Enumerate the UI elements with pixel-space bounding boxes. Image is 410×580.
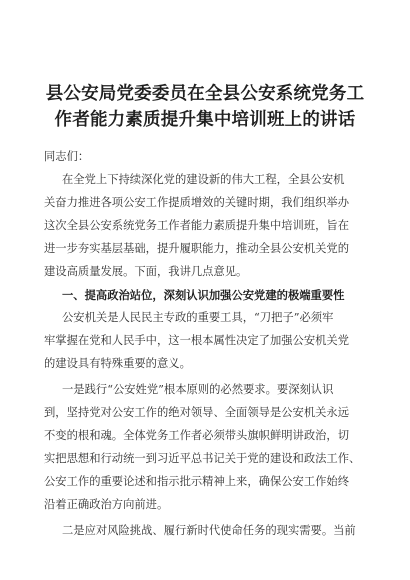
salutation: 同志们： <box>44 150 90 163</box>
paragraph-text: 在全党上下持续深化党的建设新的伟大工程，全县公安机 <box>62 173 345 186</box>
paragraph-text: 关奋力推进各项公安工作提质增效的关键时期，我们组织举办 <box>44 196 350 209</box>
paragraph-text: 沿着正确政治方向前进。 <box>44 498 169 511</box>
paragraph-text: 这次全县公安系统党务工作者能力素质提升集中培训班，旨在 <box>44 219 350 232</box>
paragraph-text: 牢掌握在党和人民手中，这一根本属性决定了加强公安机关党 <box>44 334 350 347</box>
paragraph-text: 一是践行“公安姓党”根本原则的必然要求。要深刻认识 <box>62 383 334 396</box>
paragraph-text: 公安机关是人民民主专政的重要工具，“刀把子”必须牢 <box>62 311 334 324</box>
paragraph-text: 不变的根和魂。全体党务工作者必须带头旗帜鲜明讲政治，切 <box>44 429 350 442</box>
section-heading-text: 一、提高政治站位，深刻认识加强公安党建的极端重要性 <box>62 288 345 302</box>
paragraph-text: 实把思想和行动统一到习近平总书记关于党的建设和政法工作、 <box>44 452 361 465</box>
paragraph-text: 建设高质量发展。下面，我讲几点意见。 <box>44 265 248 278</box>
paragraph-text: 公安工作的重要论述和指示批示精神上来，确保公安工作始终 <box>44 475 350 488</box>
paragraph-text: 进一步夯实基层基础，提升履职能力，推动全县公安机关党的 <box>44 242 350 255</box>
paragraph-text: 二是应对风险挑战、履行新时代使命任务的现实需要。当前 <box>62 524 356 537</box>
paragraph-text: 到，坚持党对公安工作的绝对领导、全面领导是公安机关永远 <box>44 406 350 419</box>
document-title-line-2: 作者能力素质提升集中培训班上的讲话 <box>54 110 356 130</box>
paragraph-text: 的建设具有特殊重要的意义。 <box>44 357 191 370</box>
document-title-line-1: 县公安局党委委员在全县公安系统党务工 <box>45 84 365 104</box>
